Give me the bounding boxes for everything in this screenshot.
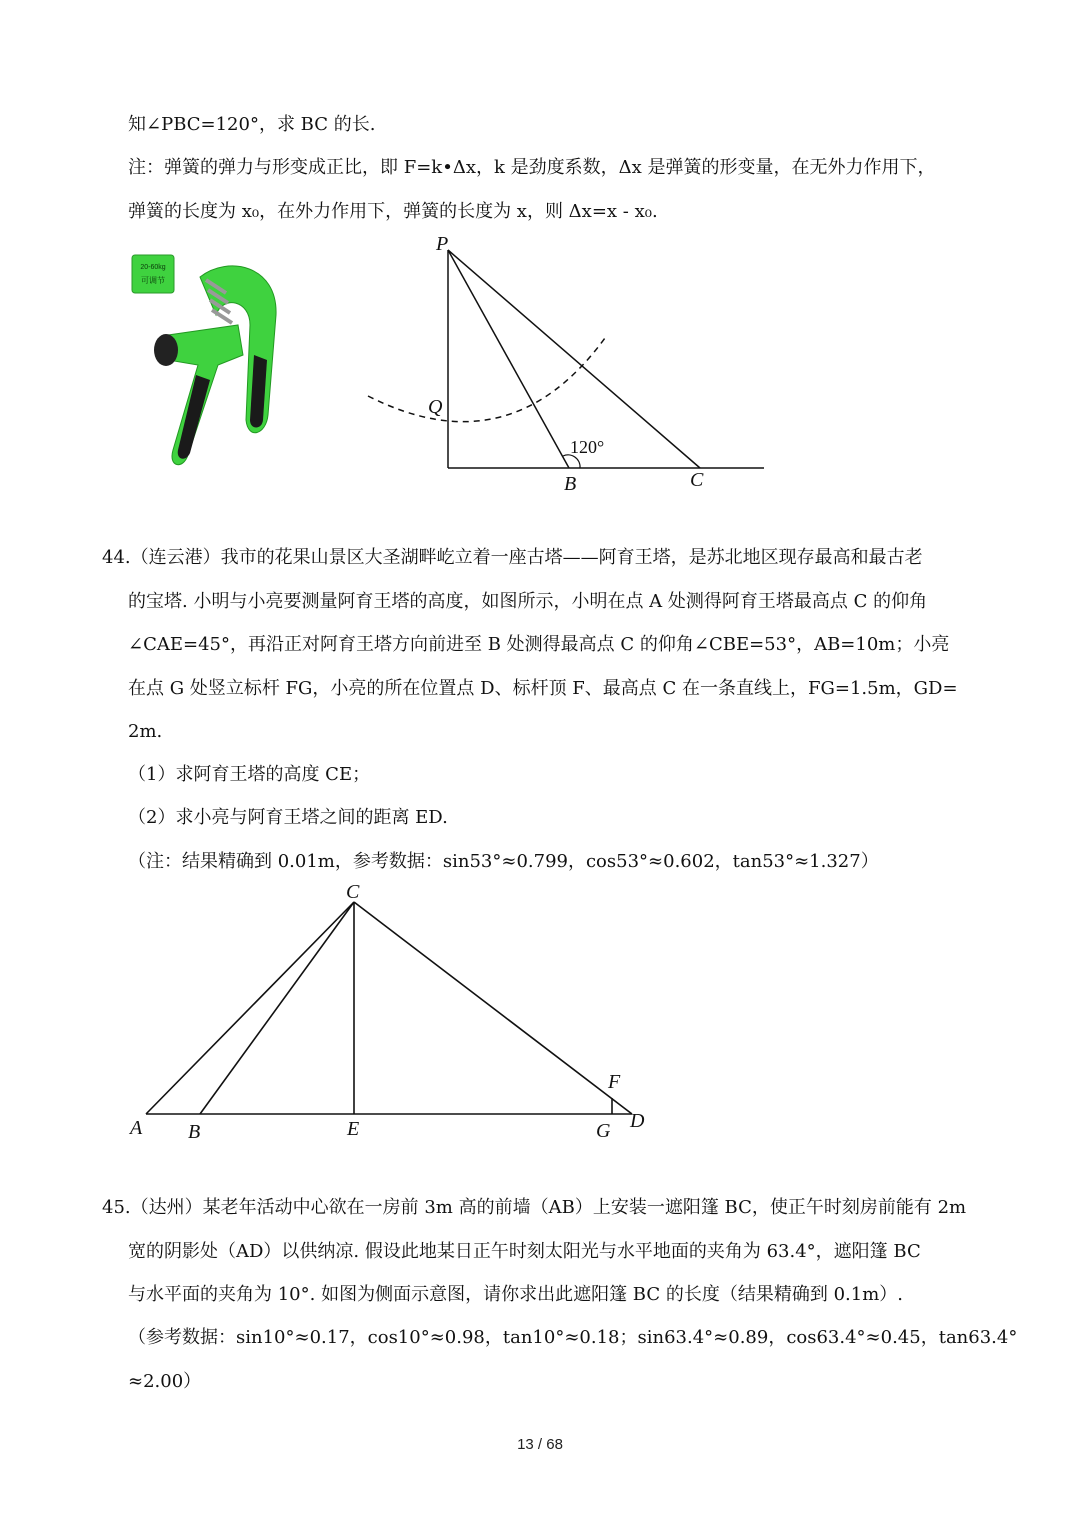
q45-line1: 45.（达州）某老年活动中心欲在一房前 3m 高的前墙（AB）上安装一遮阳篷 BC，使正午时刻房前能有 2m xyxy=(102,1197,967,1218)
q44-sub1: （1）求阿育王塔的高度 CE； xyxy=(128,764,371,785)
grip-knob xyxy=(154,334,178,366)
pbc-diagram xyxy=(360,228,780,498)
label-Q: Q xyxy=(428,396,443,418)
label-D: D xyxy=(630,1110,645,1132)
line-AC xyxy=(146,902,354,1114)
q44-line2: 的宝塔. 小明与小亮要测量阿育王塔的高度，如图所示，小明在点 A 处测得阿育王塔最高点 C 的仰角 xyxy=(128,591,928,612)
q43-note-line2: 弹簧的长度为 x₀，在外力作用下，弹簧的长度为 x，则 Δx=x - x₀. xyxy=(128,201,658,222)
pagoda-diagram xyxy=(120,876,660,1146)
label-C: C xyxy=(346,881,360,903)
line-CD xyxy=(354,902,632,1114)
q43-note-line1: 注：弹簧的弹力与形变成正比，即 F=k•Δx，k 是劲度系数，Δx 是弹簧的形变量，在无外力作用下， xyxy=(128,157,936,178)
grip-tag-adjust: 可调节 xyxy=(141,276,165,285)
q43-condition: 知∠PBC=120°，求 BC 的长. xyxy=(128,114,376,135)
q44-sub2: （2）求小亮与阿育王塔之间的距离 ED. xyxy=(128,807,448,828)
label-B: B xyxy=(188,1121,201,1143)
label-F: F xyxy=(608,1071,621,1093)
page-number: 13 / 68 xyxy=(517,1436,563,1453)
label-B: B xyxy=(564,473,577,495)
q44-note: （注：结果精确到 0.01m，参考数据：sin53°≈0.799，cos53°≈0.602，tan53°≈1.327） xyxy=(128,851,879,872)
line-BC xyxy=(200,902,354,1114)
grip-tag-weight: 20-60kg xyxy=(140,264,166,271)
grip-tag xyxy=(132,255,174,293)
dashed-arc xyxy=(368,338,605,422)
q44-line1: 44.（连云港）我市的花果山景区大圣湖畔屹立着一座古塔——阿育王塔，是苏北地区现存最高和最古老 xyxy=(102,547,923,568)
line-PB xyxy=(448,250,569,468)
q45-line2: 宽的阴影处（AD）以供纳凉. 假设此地某日正午时刻太阳光与水平地面的夹角为 63.4°，遮阳篷 BC xyxy=(128,1241,921,1262)
q45-line4: （参考数据：sin10°≈0.17，cos10°≈0.98，tan10°≈0.18；sin63.4°≈0.89，cos63.4°≈0.45，tan63.4° xyxy=(128,1327,1018,1348)
q45-line3: 与水平面的夹角为 10°. 如图为侧面示意图，请你求出此遮阳篷 BC 的长度（结果精确到 0.1m）. xyxy=(128,1284,903,1305)
label-G: G xyxy=(596,1120,611,1142)
label-C: C xyxy=(690,469,704,491)
q45-line5: ≈2.00） xyxy=(128,1371,202,1392)
label-A: A xyxy=(130,1117,143,1139)
line-PC xyxy=(448,250,700,468)
label-P: P xyxy=(436,233,449,255)
hand-grip-image xyxy=(128,245,288,475)
label-E: E xyxy=(347,1118,360,1140)
q44-line3: ∠CAE=45°，再沿正对阿育王塔方向前进至 B 处测得最高点 C 的仰角∠CBE=53°，AB=10m；小亮 xyxy=(128,634,950,655)
q44-line5: 2m. xyxy=(128,721,163,742)
q44-line4: 在点 G 处竖立标杆 FG，小亮的所在位置点 D、标杆顶 F、最高点 C 在一条直线上，FG=1.5m，GD= xyxy=(128,678,958,699)
label-angle-120: 120° xyxy=(570,437,605,457)
